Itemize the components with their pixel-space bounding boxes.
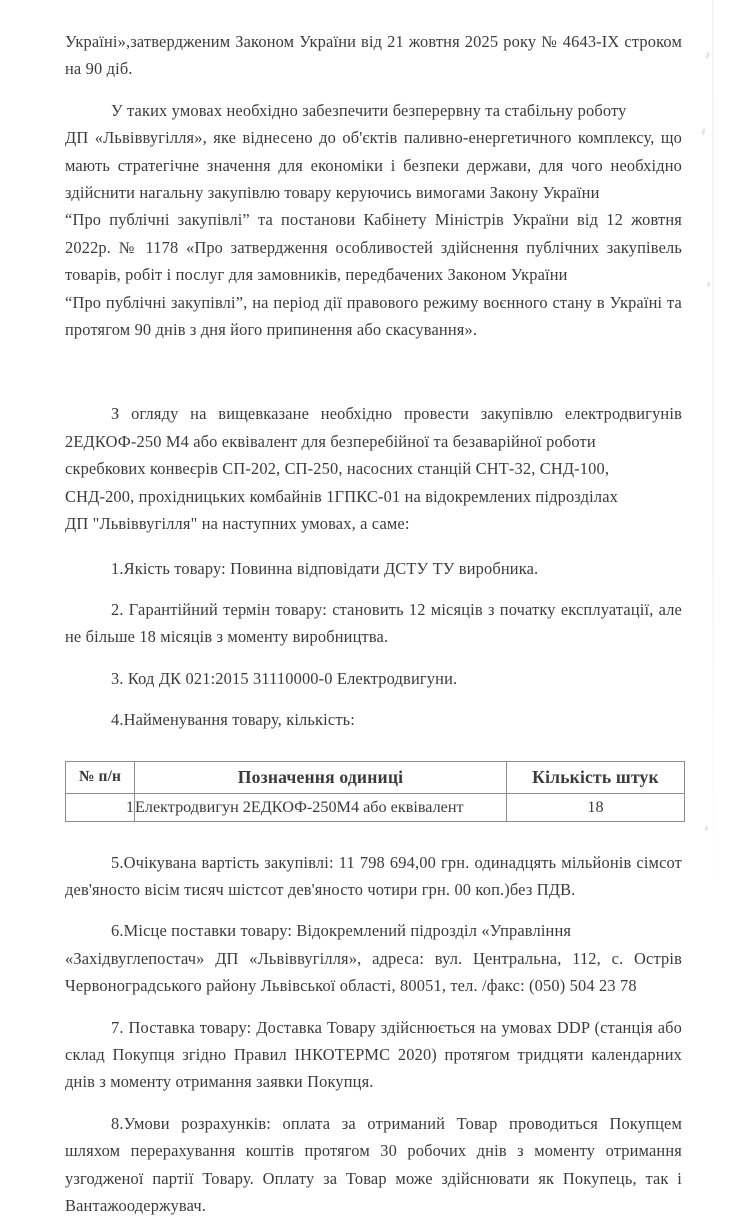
table-header-number: № п/н (66, 761, 135, 793)
paragraph-law-reference: “Про публічні закупівлі” та постанови Кабінету Міністрів України від 12 жовтня 2022р. № 1178 «Про затвердження особливостей здійснення публічних закупівель товарів, робіт і послуг для замовників, передбачених Законом України (65, 210, 682, 285)
paragraph-conditions-intro: У таких умовах необхідно забезпечити безперервну та стабільну роботу (111, 100, 627, 120)
scan-speck-icon (704, 826, 708, 832)
condition-item-6-delivery-address: «Західвуглепостач» ДП «Львіввугілля», адреса: вул. Центральна, 112, с. Острів Червоноградського району Львівської області, 80051, тел. /факс: (050) 504 23 78 (65, 948, 682, 996)
condition-item-4-goods-name: 4.Найменування товару, кількість: (111, 710, 356, 730)
table-cell-quantity: 18 (507, 793, 685, 821)
scan-speck-icon (706, 282, 710, 288)
condition-item-2-warranty: 2. Гарантійний термін товару: становить 12 місяців з початку експлуатації, але не більше 18 місяців з моменту виробництва. (65, 599, 682, 647)
paragraph-enterprise-significance: ДП «Львіввугілля», яке віднесено до об'єктів паливно-енергетичного комплексу, що мають стратегічне значення для економіки і безпеки держави, для чого необхідно здійснити нагальну закупівлю товару керуючись вимогами Закону України (65, 128, 682, 203)
document-text-body (65, 28, 682, 1219)
scan-speck-icon (705, 52, 710, 60)
table-cell-number: 1 (66, 793, 135, 821)
paragraph-continuation: Україні»,затвердженим Законом України від 21 жовтня 2025 року № 4643-ІХ строком на 90 діб. (65, 32, 682, 79)
table-row (66, 793, 685, 821)
table-header-quantity: Кількість штук (507, 761, 685, 793)
condition-item-3-cpv-code: 3. Код ДК 021:2015 31110000-0 Електродвигуни. (111, 668, 458, 688)
paragraph-equipment-list: скребкових конвеєрів СП-202, СП-250, насосних станцій СНТ-32, СНД-100, СНД-200, прохідницьких комбайнів 1ГПКС-01 на відокремлених підрозділах (65, 459, 619, 506)
table-header-row (66, 761, 685, 793)
scan-edge-artifact (712, 0, 714, 1024)
goods-table-body (66, 793, 685, 821)
paragraph-terms-lead-in: ДП "Львіввугілля" на наступних умовах, а саме: (65, 514, 410, 534)
condition-item-5-expected-cost: 5.Очікувана вартість закупівлі: 11 798 694,00 грн. одинадцять мільйонів сімсот дев'яносто вісім тисяч шістсот дев'яносто чотири грн. 00 коп.)без ПДВ. (65, 852, 682, 899)
condition-item-7-delivery-terms: 7. Поставка товару: Доставка Товару здійснюється на умовах DDP (станція або склад Покупця згідно Правил ІНКОТЕРМС 2020) протягом тридцяти календарних днів з моменту отримання заявки Покупця. (65, 1017, 682, 1092)
goods-table-header (66, 761, 685, 793)
table-cell-description: Електродвигун 2ЕДКОФ-250М4 або еквівалент (135, 793, 507, 821)
condition-item-8-payment-terms: 8.Умови розрахунків: оплата за отриманий Товар проводиться Покупцем шляхом перерахування коштів протягом 30 робочих днів з моменту отримання узгодженої партії Товару. Оплату за Товар може здійснювати як Покупець, так і Вантажоодержувач. (65, 1113, 682, 1215)
table-header-description: Позначення одиниці (135, 761, 507, 793)
scan-speck-icon (701, 128, 706, 136)
condition-item-6-delivery-place-line1: 6.Місце поставки товару: Відокремлений підрозділ «Управління (111, 921, 572, 941)
paragraph-procurement-subject: З огляду на вищевказане необхідно провести закупівлю електродвигунів 2ЕДКОФ-250 М4 або еквівалент для безперебійної та безаварійної роботи (65, 404, 682, 451)
paragraph-martial-law-period: “Про публічні закупівлі”, на період дії правового режиму воєнного стану в Україні та протягом 90 днів з дня його припинення або скасування». (65, 292, 682, 340)
goods-table (65, 761, 685, 822)
condition-item-1-quality: 1.Якість товару: Повинна відповідати ДСТУ ТУ виробника. (111, 558, 539, 578)
